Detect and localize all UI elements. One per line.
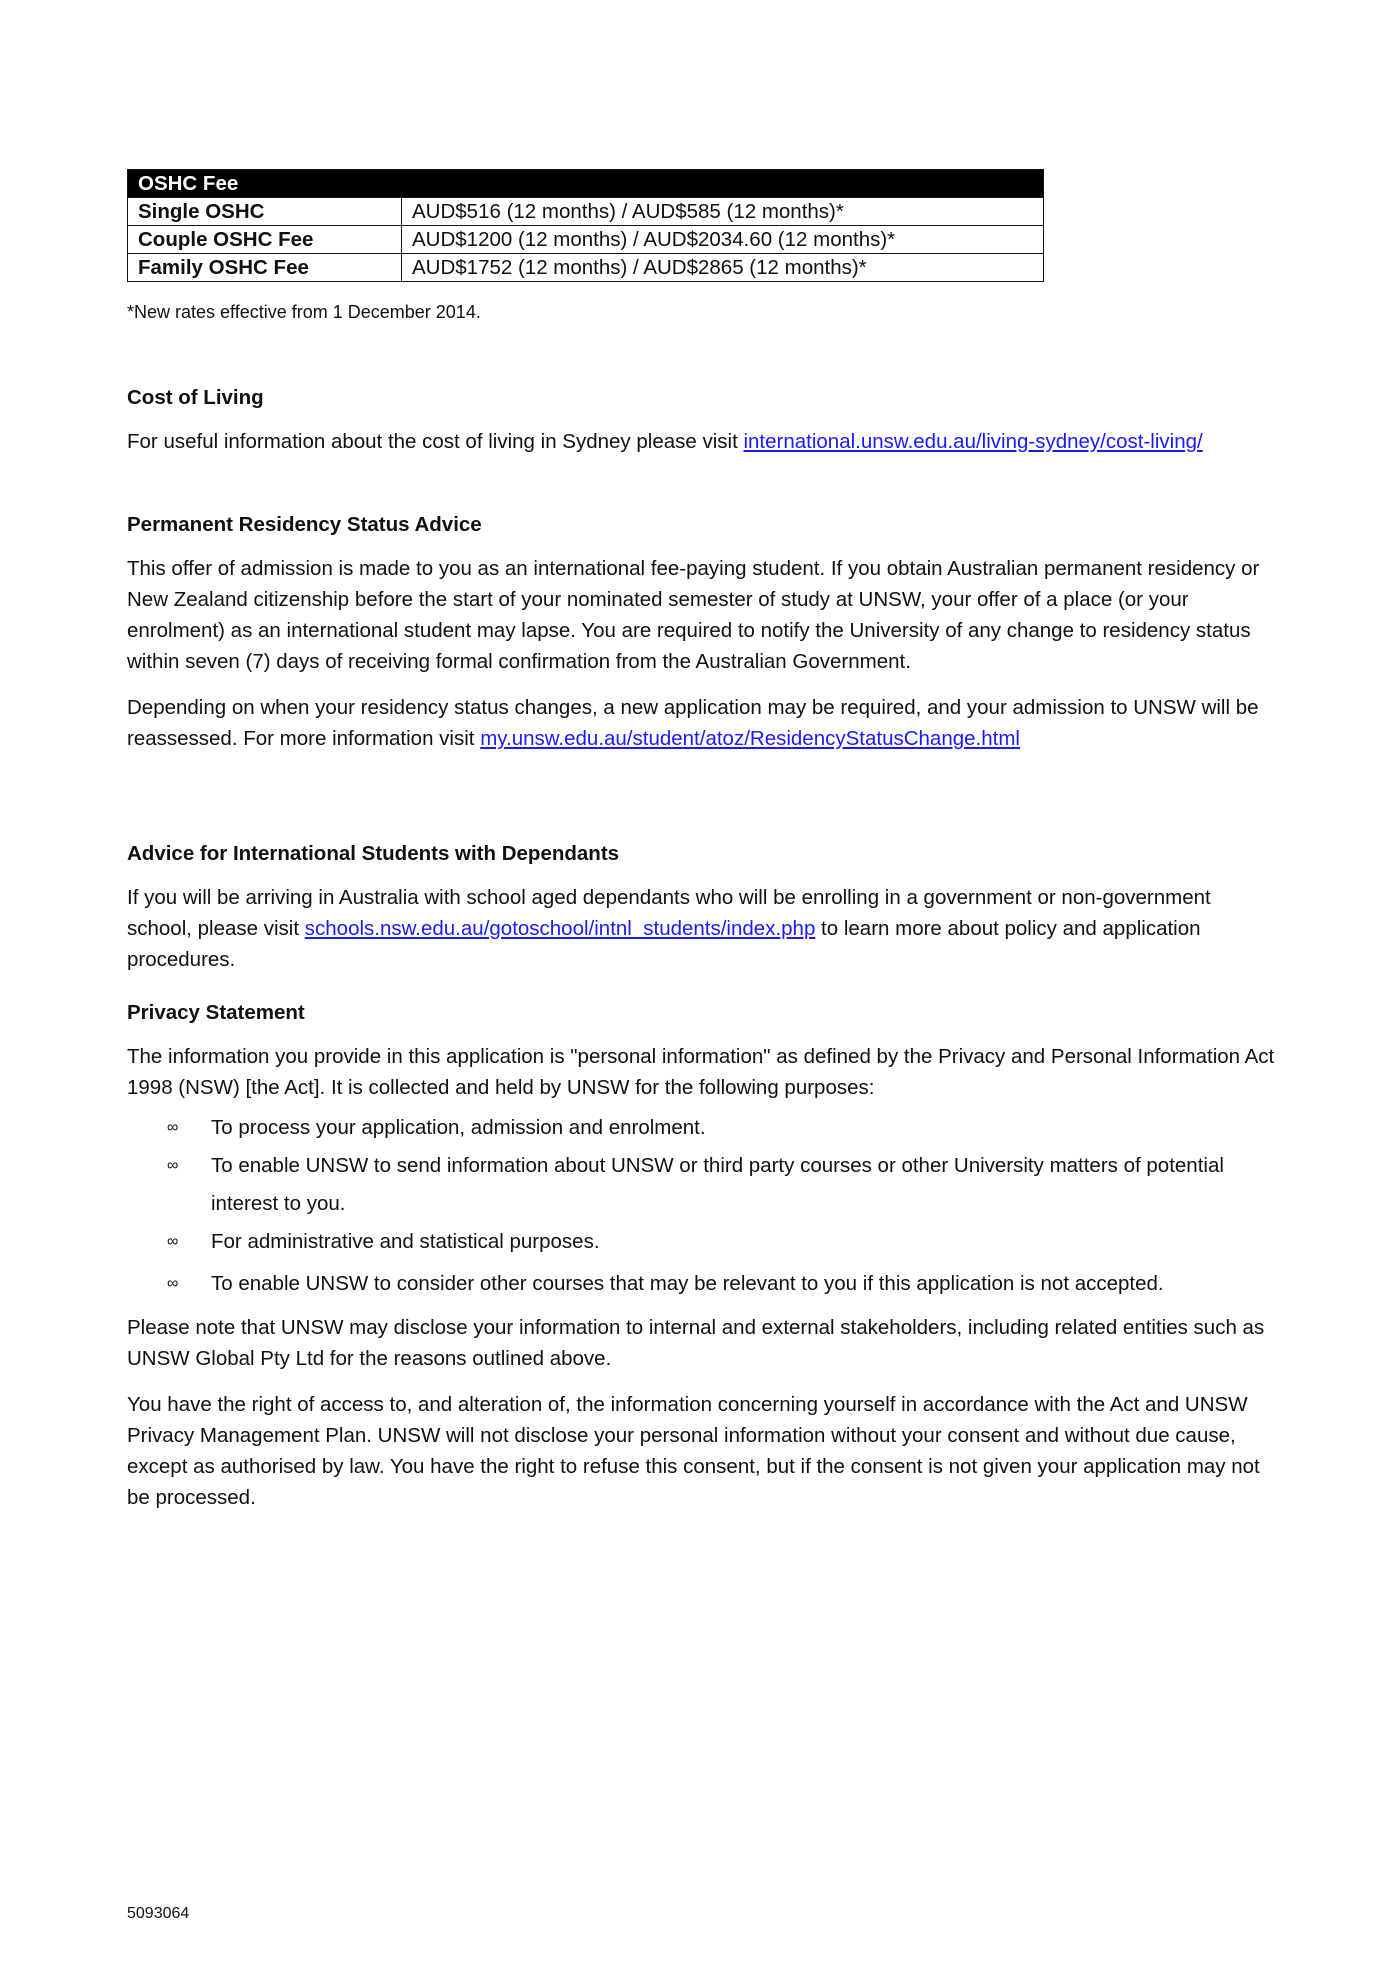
text: To enable UNSW to consider other courses that may be relevant to you if this application is not accepted.: [211, 1272, 1164, 1295]
bullet-icon: ∞: [167, 1275, 179, 1292]
text: If you will be arriving in Australia with school aged dependants who will be enrolling in a government or non-government school, please visit: [127, 886, 1211, 940]
section-heading: Permanent Residency Status Advice: [127, 513, 482, 536]
text: To enable UNSW to send information about UNSW or third party courses or other University matters of potential interest to you.: [211, 1154, 1224, 1215]
bullet-icon: ∞: [167, 1233, 179, 1250]
table-row: [128, 254, 1044, 282]
text: to learn more about policy and application procedures.: [127, 917, 1201, 971]
paragraph: Please note that UNSW may disclose your information to internal and external stakeholders, including related entities such as UNSW Global Pty Ltd for the reasons outlined above.: [127, 1316, 1265, 1370]
paragraph: [127, 882, 1277, 975]
residency-link[interactable]: my.unsw.edu.au/student/atoz/ResidencyStatusChange.html: [480, 727, 1020, 750]
row-label: Single OSHC: [128, 198, 402, 226]
section-heading: Privacy Statement: [127, 1001, 305, 1024]
paragraph: The information you provide in this application is "personal information" as defined by the Privacy and Personal Information Act 1998 (NSW) [the Act]. It is collected and held by UNSW for the following purposes:: [127, 1045, 1275, 1099]
residency-section: [127, 509, 1277, 754]
text: Depending on when your residency status changes, a new application may be required, and your admission to UNSW will be reassessed. For more information visit: [127, 696, 1259, 750]
table-footnote: *New rates effective from 1 December 2014.: [127, 302, 481, 322]
paragraph: This offer of admission is made to you as an international fee-paying student. If you obtain Australian permanent residency or New Zealand citizenship before the start of your nominated semester of study at UNSW, your offer of a place (or your enrolment) as an international student may lapse. You are required to notify the University of any change to residency status within seven (7) days of receiving formal confirmation from the Australian Government.: [127, 557, 1260, 673]
list-item: [127, 1261, 1277, 1306]
table-row: [128, 198, 1044, 226]
privacy-section: [127, 997, 1277, 1513]
dependants-section: [127, 838, 1277, 975]
text: For useful information about the cost of living in Sydney please visit: [127, 430, 744, 453]
row-label: Family OSHC Fee: [128, 254, 402, 282]
cost-of-living-link[interactable]: international.unsw.edu.au/living-sydney/cost-living/: [743, 430, 1203, 453]
oshc-fee-table: [127, 169, 1044, 282]
cost-of-living-section: [127, 382, 1277, 457]
paragraph: [127, 692, 1277, 754]
table-header: OSHC Fee: [128, 170, 1044, 198]
text: For administrative and statistical purposes.: [211, 1230, 600, 1253]
bullet-icon: ∞: [167, 1157, 179, 1174]
list-item: [127, 1147, 1277, 1223]
section-heading: Cost of Living: [127, 386, 264, 409]
list-item: [127, 1223, 1277, 1261]
text: To process your application, admission and enrolment.: [211, 1116, 706, 1139]
purpose-list: [127, 1109, 1277, 1306]
section-heading: Advice for International Students with Dependants: [127, 842, 620, 865]
row-value: AUD$1200 (12 months) / AUD$2034.60 (12 months)*: [402, 226, 1044, 254]
page-number: 5093064: [127, 1905, 190, 1922]
list-item: [127, 1109, 1277, 1147]
section-text: [127, 426, 1277, 457]
paragraph: You have the right of access to, and alteration of, the information concerning yourself in accordance with the Act and UNSW Privacy Management Plan. UNSW will not disclose your personal information without your consent and without due cause, except as authorised by law. You have the right to refuse this consent, but if the consent is not given your application may not be processed.: [127, 1393, 1260, 1509]
row-label: Couple OSHC Fee: [128, 226, 402, 254]
row-value: AUD$1752 (12 months) / AUD$2865 (12 months)*: [402, 254, 1044, 282]
table-header-row: [128, 170, 1044, 198]
row-value: AUD$516 (12 months) / AUD$585 (12 months)*: [402, 198, 1044, 226]
bullet-icon: ∞: [167, 1119, 179, 1136]
table-row: [128, 226, 1044, 254]
schools-link[interactable]: schools.nsw.edu.au/gotoschool/intnl_students/index.php: [304, 917, 816, 940]
